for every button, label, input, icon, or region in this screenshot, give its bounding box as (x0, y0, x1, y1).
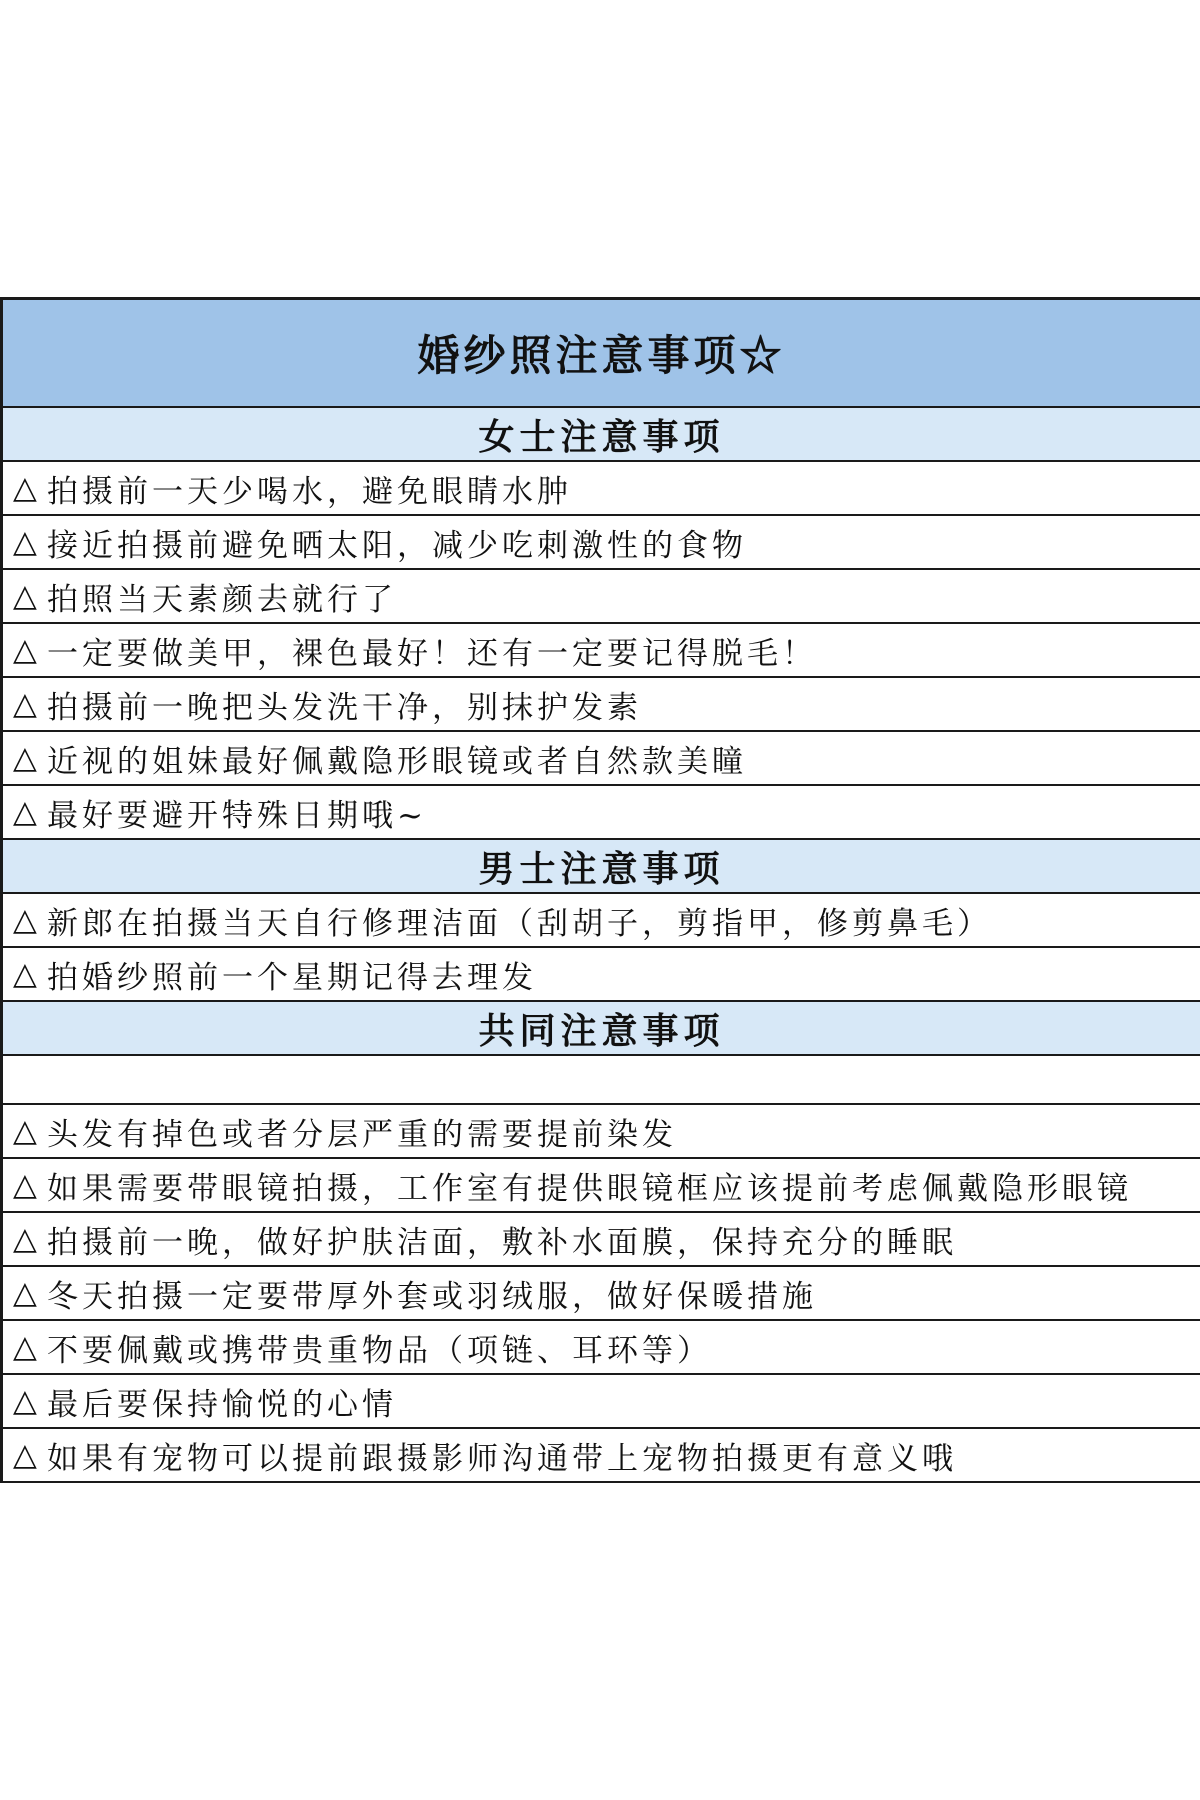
triangle-bullet-icon: △ (13, 902, 41, 938)
list-item (3, 624, 1200, 678)
triangle-bullet-icon: △ (13, 1167, 41, 1203)
section-heading-common: 共同注意事项 (3, 1002, 1200, 1056)
list-item (3, 1267, 1200, 1321)
item-text: 拍照当天素颜去就行了 (47, 581, 397, 618)
triangle-bullet-icon: △ (13, 740, 41, 776)
list-item (3, 1159, 1200, 1213)
item-text: 接近拍摄前避免晒太阳，减少吃刺激性的食物 (47, 527, 747, 564)
triangle-bullet-icon: △ (13, 956, 41, 992)
list-item (3, 570, 1200, 624)
triangle-bullet-icon: △ (13, 470, 41, 506)
item-text: 如果需要带眼镜拍摄，工作室有提供眼镜框应该提前考虑佩戴隐形眼镜 (47, 1170, 1132, 1207)
item-text: 近视的姐妹最好佩戴隐形眼镜或者自然款美瞳 (47, 743, 747, 780)
triangle-bullet-icon: △ (13, 686, 41, 722)
table-title: 婚纱照注意事项☆ (3, 300, 1200, 408)
item-text: 头发有掉色或者分层严重的需要提前染发 (47, 1116, 677, 1153)
section-heading-men: 男士注意事项 (3, 840, 1200, 894)
triangle-bullet-icon: △ (13, 794, 41, 830)
item-text: 新郎在拍摄当天自行修理洁面（刮胡子，剪指甲，修剪鼻毛） (47, 905, 992, 942)
section-heading-women: 女士注意事项 (3, 408, 1200, 462)
item-text: 不要佩戴或携带贵重物品（项链、耳环等） (47, 1332, 712, 1369)
item-text: 一定要做美甲，裸色最好！还有一定要记得脱毛！ (47, 635, 817, 672)
list-item (3, 732, 1200, 786)
item-text: 拍摄前一晚把头发洗干净，别抹护发素 (47, 689, 642, 726)
triangle-bullet-icon: △ (13, 1221, 41, 1257)
item-text: 最后要保持愉悦的心情 (47, 1386, 397, 1423)
list-item (3, 894, 1200, 948)
item-text: 冬天拍摄一定要带厚外套或羽绒服，做好保暖措施 (47, 1278, 817, 1315)
list-item (3, 1375, 1200, 1429)
triangle-bullet-icon: △ (13, 1113, 41, 1149)
item-text: 拍摄前一晚，做好护肤洁面，敷补水面膜，保持充分的睡眠 (47, 1224, 957, 1261)
empty-row (3, 1056, 1200, 1105)
list-item (3, 1213, 1200, 1267)
list-item (3, 948, 1200, 1002)
list-item (3, 786, 1200, 840)
list-item (3, 1429, 1200, 1483)
triangle-bullet-icon: △ (13, 1275, 41, 1311)
notes-table (0, 297, 1200, 1483)
triangle-bullet-icon: △ (13, 1383, 41, 1419)
triangle-bullet-icon: △ (13, 524, 41, 560)
item-text: 如果有宠物可以提前跟摄影师沟通带上宠物拍摄更有意义哦 (47, 1440, 957, 1477)
triangle-bullet-icon: △ (13, 1437, 41, 1473)
triangle-bullet-icon: △ (13, 578, 41, 614)
triangle-bullet-icon: △ (13, 632, 41, 668)
triangle-bullet-icon: △ (13, 1329, 41, 1365)
list-item (3, 516, 1200, 570)
list-item (3, 678, 1200, 732)
list-item (3, 1105, 1200, 1159)
list-item (3, 462, 1200, 516)
item-text: 拍婚纱照前一个星期记得去理发 (47, 959, 537, 996)
item-text: 拍摄前一天少喝水，避免眼睛水肿 (47, 473, 572, 510)
item-text: 最好要避开特殊日期哦~ (47, 797, 427, 834)
list-item (3, 1321, 1200, 1375)
